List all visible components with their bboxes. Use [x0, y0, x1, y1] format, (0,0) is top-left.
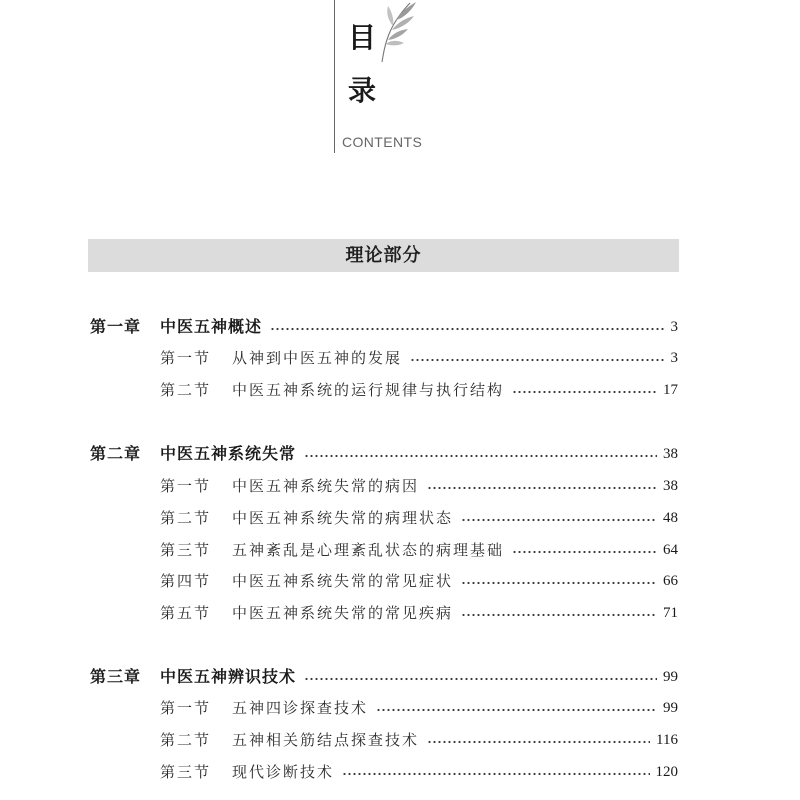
section-title: 五神四诊探查技术 [232, 699, 369, 717]
page-number: 38 [663, 446, 678, 462]
page-number: 64 [663, 542, 678, 558]
page-number: 116 [656, 732, 678, 748]
section-title: 现代诊断技术 [232, 763, 335, 781]
header-vertical-rule [334, 0, 335, 153]
part-banner: 理论部分 [88, 239, 679, 272]
page-number: 99 [663, 669, 678, 685]
toc-section-row [160, 729, 678, 751]
chapter-title: 中医五神系统失常 [160, 444, 297, 463]
dot-leader [376, 697, 657, 719]
page-number: 3 [670, 319, 678, 335]
chapter-label: 第二章 [90, 444, 142, 463]
toc-section-row [160, 379, 678, 401]
section-label: 第一节 [160, 349, 212, 367]
section-label: 第五节 [160, 604, 212, 622]
chapter-label: 第一章 [90, 317, 142, 336]
dot-leader [427, 729, 650, 751]
dot-leader [461, 602, 657, 624]
page-number: 17 [663, 382, 678, 398]
page-number: 38 [663, 478, 678, 494]
section-title: 中医五神系统失常的病因 [232, 477, 420, 495]
section-title: 中医五神系统失常的常见症状 [232, 572, 454, 590]
chapter-label: 第三章 [90, 667, 142, 686]
page-number: 66 [663, 573, 678, 589]
page-title-char-2: 录 [348, 74, 377, 107]
dot-leader [461, 570, 657, 592]
section-title: 从神到中医五神的发展 [232, 349, 403, 367]
section-label: 第一节 [160, 699, 212, 717]
dot-leader [512, 379, 657, 401]
section-title: 五神相关筋结点探查技术 [232, 731, 420, 749]
page-number: 120 [655, 764, 678, 780]
section-label: 第二节 [160, 509, 212, 527]
chapter-title: 中医五神概述 [160, 317, 263, 336]
section-title: 中医五神系统失常的常见疾病 [232, 604, 454, 622]
dot-leader [342, 761, 649, 783]
section-title: 中医五神系统的运行规律与执行结构 [232, 381, 505, 399]
page-number: 71 [663, 605, 678, 621]
toc-section-row [160, 475, 678, 497]
toc-section-row [160, 570, 678, 592]
dot-leader [461, 507, 657, 529]
page-number: 48 [663, 510, 678, 526]
toc-section-row [160, 761, 678, 783]
page-title-char-1: 目 [348, 21, 377, 54]
toc-chapter-row [90, 443, 678, 465]
section-label: 第一节 [160, 477, 212, 495]
section-title: 五神紊乱是心理紊乱状态的病理基础 [232, 541, 505, 559]
toc-chapter-row [90, 316, 678, 338]
dot-leader [304, 443, 657, 465]
toc-section-row [160, 539, 678, 561]
contents-subtitle: CONTENTS [342, 134, 423, 150]
toc-section-row [160, 697, 678, 719]
dot-leader [512, 539, 657, 561]
dot-leader [410, 347, 664, 369]
page-number: 99 [663, 700, 678, 716]
toc-section-row [160, 507, 678, 529]
section-label: 第四节 [160, 572, 212, 590]
section-label: 第三节 [160, 541, 212, 559]
toc-section-row [160, 602, 678, 624]
section-label: 第三节 [160, 763, 212, 781]
section-label: 第二节 [160, 731, 212, 749]
toc-section-row [160, 347, 678, 369]
toc-chapter-row [90, 666, 678, 688]
dot-leader [304, 666, 657, 688]
dot-leader [427, 475, 657, 497]
leaf-ornament-icon [376, 0, 420, 64]
chapter-title: 中医五神辨识技术 [160, 667, 297, 686]
page-number: 3 [670, 350, 678, 366]
dot-leader [270, 316, 664, 338]
section-label: 第二节 [160, 381, 212, 399]
section-title: 中医五神系统失常的病理状态 [232, 509, 454, 527]
